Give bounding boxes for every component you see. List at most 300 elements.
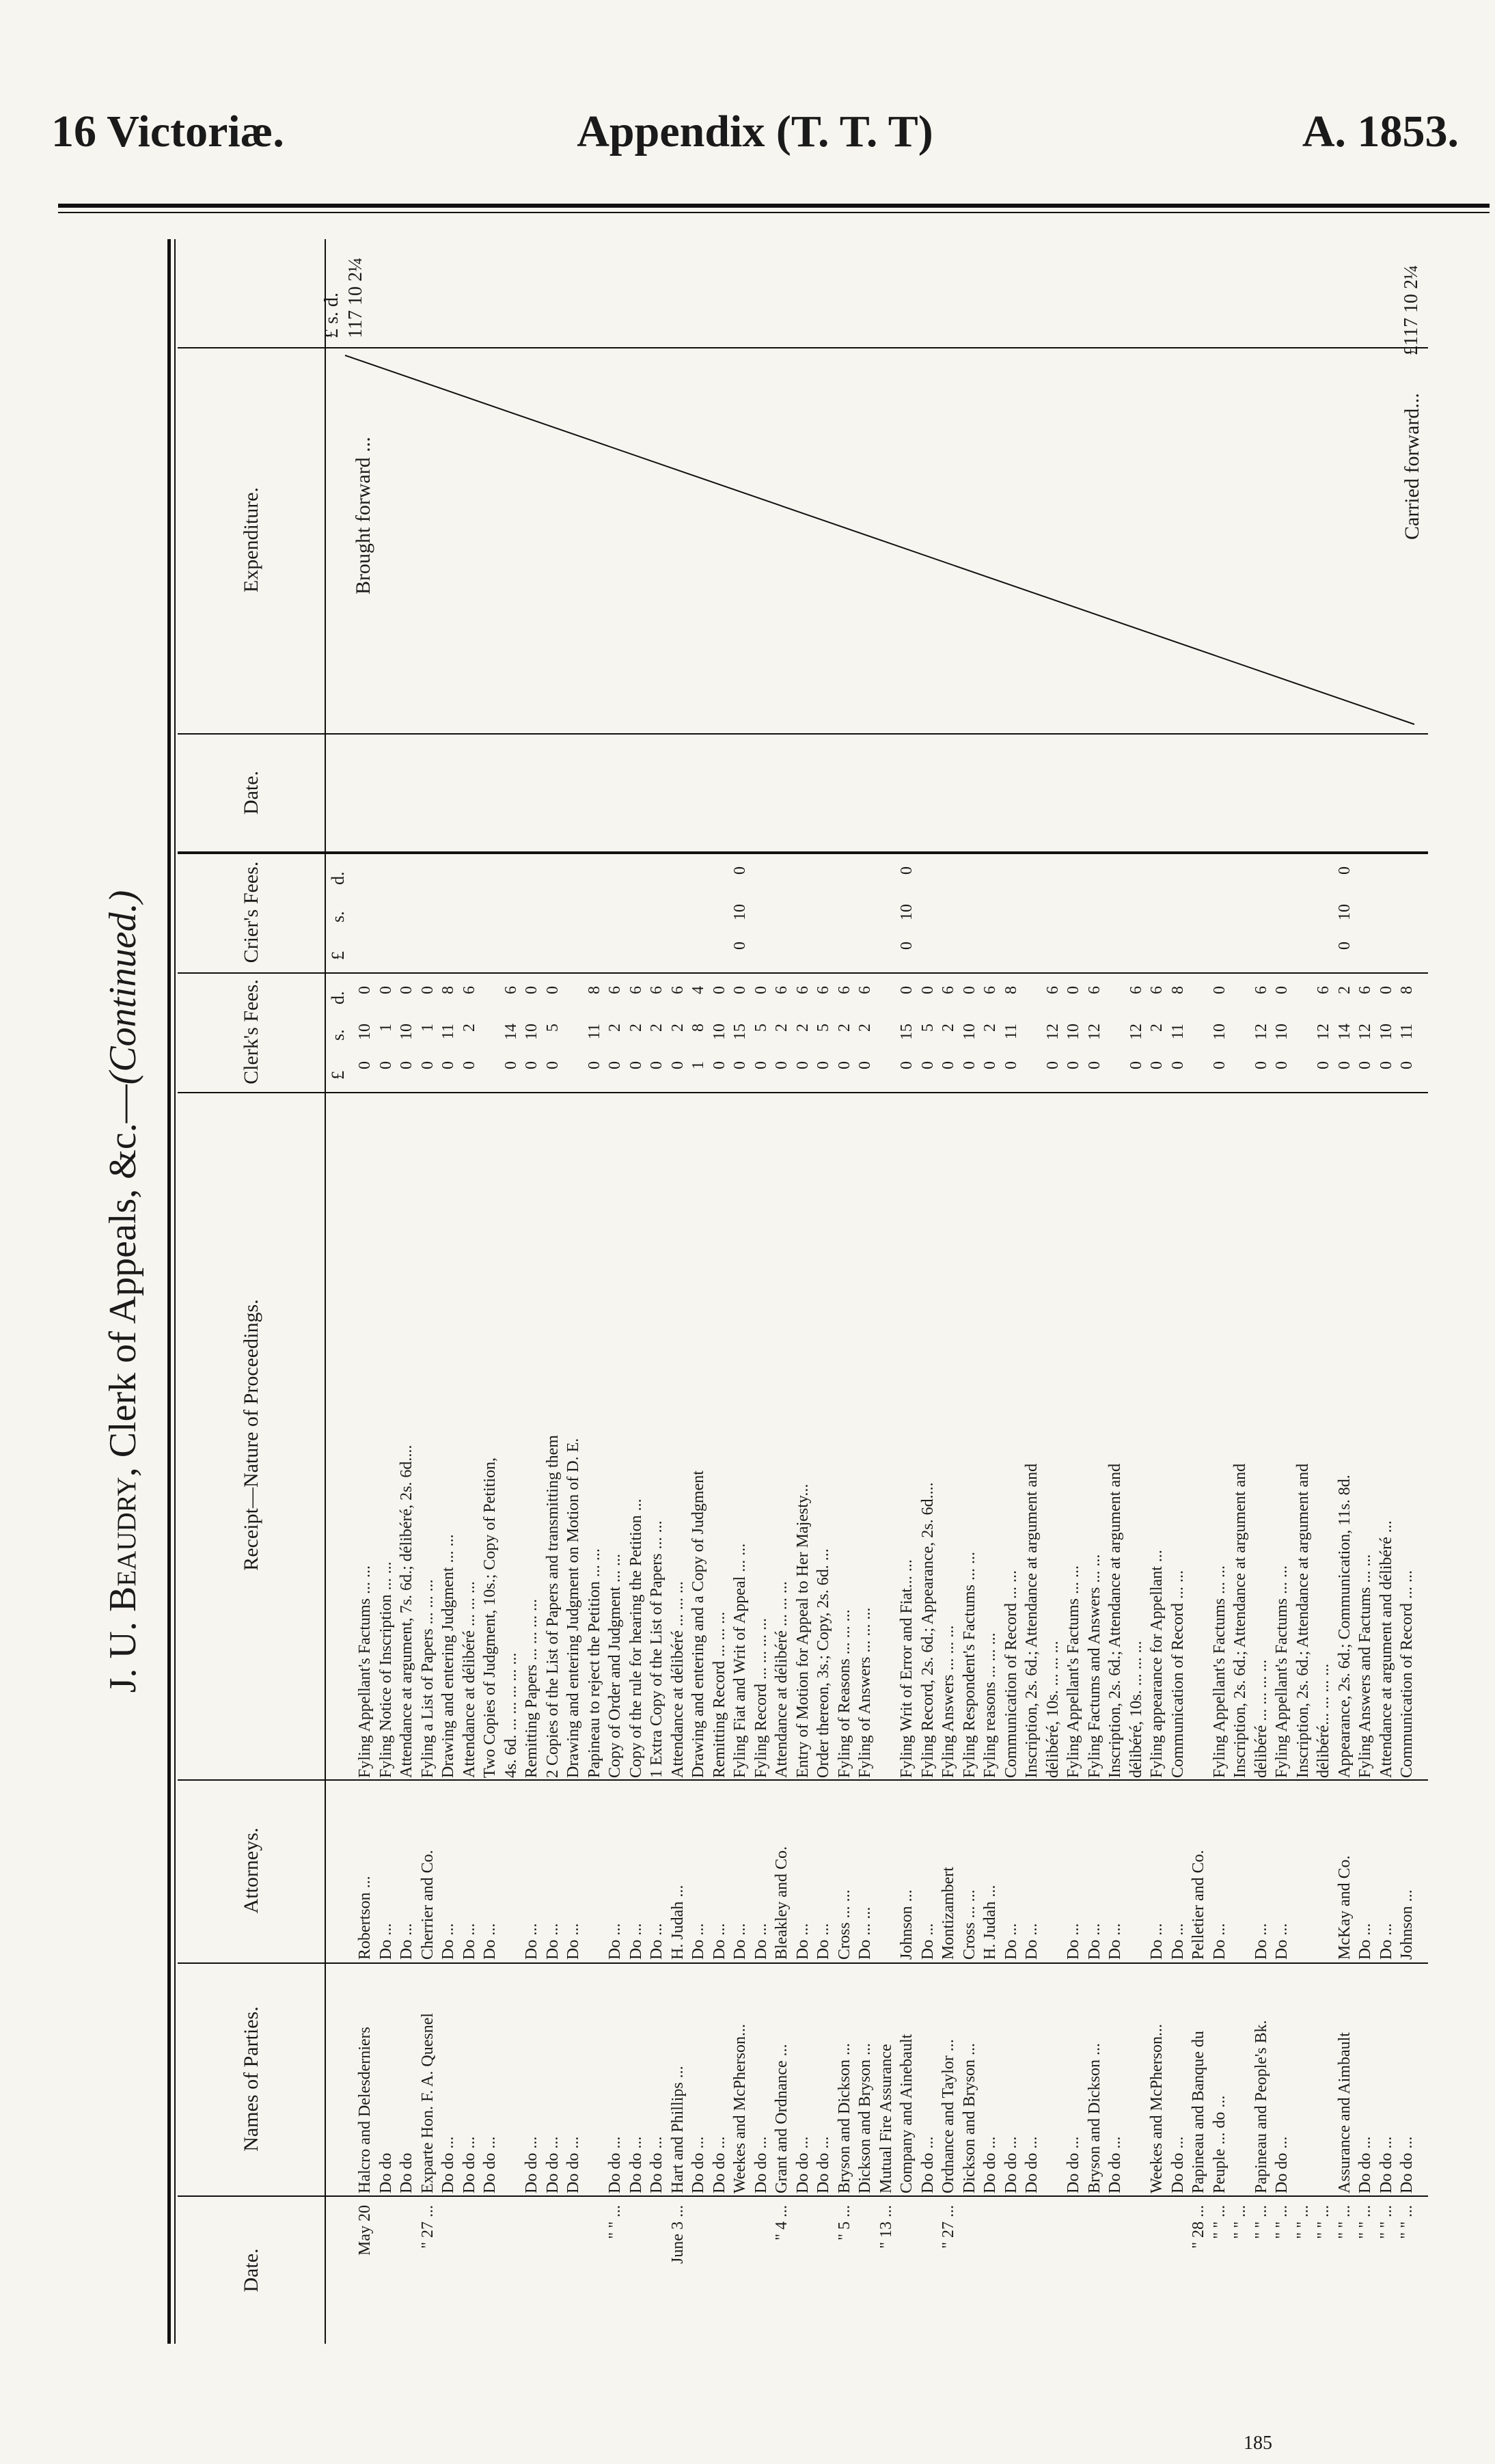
table-row <box>1252 239 1272 2344</box>
row-clerk-pounds: 0 <box>502 1061 520 1069</box>
row-clerk-shillings: 11 <box>1002 1024 1020 1040</box>
row-clerk-pounds: 0 <box>1356 1061 1374 1069</box>
row-clerk-pounds: 0 <box>1127 1061 1145 1069</box>
row-attorneys: Cross ... ... <box>835 1889 853 1960</box>
col-header-expenditure: Expenditure. <box>239 487 262 593</box>
row-clerk-pounds: 0 <box>814 1061 832 1069</box>
row-clerk-shillings: 2 <box>1148 1024 1166 1032</box>
row-receipt: délibéré ... ... ... ... <box>1252 1659 1270 1778</box>
row-parties: Do do ... <box>1002 2136 1020 2193</box>
row-clerk-pounds: 0 <box>835 1061 853 1069</box>
row-parties: Do do ... <box>1065 2136 1082 2193</box>
row-receipt: Fyling Appellant's Factums ... ... <box>1210 1565 1229 1778</box>
table-row <box>543 239 563 2344</box>
row-parties: Dickson and Bryson ... <box>856 2043 874 2193</box>
row-clerk-pounds: 0 <box>398 1061 415 1069</box>
row-clerk-shillings: 10 <box>1273 1024 1291 1040</box>
row-parties: Do do ... <box>543 2136 562 2193</box>
row-clerk-shillings: 10 <box>1210 1024 1229 1040</box>
row-clerk-shillings: 2 <box>773 1024 791 1032</box>
row-clerk-pounds: 0 <box>898 1061 916 1069</box>
row-clerk-pounds: 0 <box>1252 1061 1270 1069</box>
table-row <box>918 239 938 2344</box>
row-receipt: Order thereon, 3s.; Copy, 2s. 6d. ... <box>814 1548 832 1778</box>
row-receipt: Remitting Record ... ... ... <box>710 1611 728 1778</box>
row-clerk-pounds: 0 <box>543 1061 562 1069</box>
row-clerk-pounds: 0 <box>606 1061 624 1069</box>
title-continued: (Continued.) <box>102 890 144 1085</box>
row-crier-pence: 0 <box>1335 866 1354 875</box>
row-clerk-pounds: 0 <box>648 1061 666 1069</box>
row-attorneys: Do ... <box>1210 1923 1229 1960</box>
row-clerk-shillings: 11 <box>439 1024 457 1040</box>
crier-shilling-label: s. <box>328 911 348 922</box>
table-row <box>585 239 605 2344</box>
row-parties: Bryson and Dickson ... <box>1085 2043 1103 2193</box>
row-attorneys: Do ... <box>710 1923 728 1960</box>
row-clerk-pence: 0 <box>1065 986 1082 994</box>
row-date: " " ... <box>1210 2205 1229 2239</box>
table-row <box>752 239 771 2344</box>
row-parties: Do do ... <box>627 2136 645 2193</box>
row-clerk-pence: 0 <box>1273 986 1291 994</box>
row-receipt: Fyling Appellant's Factums ... ... <box>1065 1565 1082 1778</box>
header-session: 16 Victoriæ. <box>51 107 284 156</box>
row-clerk-pence: 8 <box>585 986 603 994</box>
table-row <box>564 239 584 2344</box>
col-header-receipt: Receipt—Nature of Proceedings. <box>239 1299 262 1571</box>
clerk-pound-label: £ <box>328 1071 348 1080</box>
row-clerk-shillings: 5 <box>752 1024 770 1032</box>
row-clerk-pence: 6 <box>981 986 999 994</box>
row-attorneys: Do ... <box>1356 1923 1374 1960</box>
row-clerk-pounds: 0 <box>1168 1061 1187 1069</box>
row-clerk-pence: 2 <box>1335 986 1354 994</box>
row-parties: Do do ... <box>606 2136 624 2193</box>
table-row <box>376 239 396 2344</box>
row-parties: Do do ... <box>564 2136 582 2193</box>
header-rule-thick <box>58 204 1490 208</box>
row-clerk-pounds: 0 <box>668 1061 687 1069</box>
row-date: " " ... <box>1252 2205 1270 2239</box>
row-clerk-pence: 6 <box>856 986 874 994</box>
title-name: Beaudry <box>102 1477 144 1612</box>
row-clerk-shillings: 2 <box>648 1024 666 1032</box>
row-receipt: Fyling Appellant's Factums ... ... <box>356 1565 374 1778</box>
row-attorneys: Montizambert <box>939 1867 957 1960</box>
clerk-shilling-label: s. <box>328 1029 348 1041</box>
row-parties: Do do ... <box>1168 2136 1187 2193</box>
row-receipt: Fyling Record, 2s. 6d.; Appearance, 2s. 6d.... <box>918 1482 937 1778</box>
table-row <box>439 239 458 2344</box>
row-receipt: 4s. 6d. ... ... ... ... ... <box>502 1652 520 1778</box>
row-clerk-pence: 6 <box>502 986 520 994</box>
table-row <box>897 239 917 2344</box>
row-parties: Bryson and Dickson ... <box>835 2043 853 2193</box>
row-attorneys: Do ... <box>689 1923 707 1960</box>
table-row <box>1231 239 1250 2344</box>
row-crier-shillings: 10 <box>731 904 749 920</box>
crier-pence-label: d. <box>328 871 348 885</box>
row-date: " " ... <box>1293 2205 1312 2239</box>
row-clerk-pounds: 0 <box>1335 1061 1354 1069</box>
row-date: " 13 ... <box>877 2205 895 2249</box>
row-attorneys: Do ... <box>1106 1923 1124 1960</box>
row-receipt: Fyling Notice of Inscription ... ... <box>376 1561 395 1778</box>
row-clerk-pounds: 0 <box>418 1061 437 1069</box>
page-number: 185 <box>1244 2433 1272 2454</box>
row-clerk-pence: 0 <box>898 986 916 994</box>
row-clerk-pence: 6 <box>460 986 478 994</box>
row-attorneys: Pelletier and Co. <box>1190 1850 1207 1960</box>
row-attorneys: Do ... <box>398 1923 415 1960</box>
row-receipt: Remitting Papers ... ... ... ... <box>523 1599 540 1778</box>
row-parties: Weekes and McPherson... <box>1148 2023 1166 2193</box>
row-parties: Dickson and Bryson ... <box>960 2043 978 2193</box>
table-row <box>793 239 813 2344</box>
row-attorneys: Do ... ... <box>856 1906 874 1960</box>
row-date: " " ... <box>606 2205 624 2239</box>
table-row <box>647 239 667 2344</box>
table-row <box>960 239 980 2344</box>
col-header-date: Date. <box>239 2248 262 2292</box>
row-clerk-pence: 8 <box>439 986 457 994</box>
row-clerk-pence: 6 <box>1148 986 1166 994</box>
table-row <box>1210 239 1230 2344</box>
row-clerk-shillings: 8 <box>689 1024 707 1032</box>
row-clerk-shillings: 12 <box>1085 1024 1103 1040</box>
row-receipt: Fyling Fiat and Writ of Appeal ... ... <box>731 1543 749 1778</box>
row-receipt: Inscription, 2s. 6d.; Attendance at argument and <box>1023 1463 1041 1778</box>
row-clerk-pence: 8 <box>1002 986 1020 994</box>
row-receipt: Fyling appearance for Appellant ... <box>1148 1550 1166 1778</box>
row-clerk-shillings: 2 <box>939 1024 957 1032</box>
row-parties: Do do ... <box>981 2136 999 2193</box>
row-crier-pounds: 0 <box>731 942 749 950</box>
row-attorneys: Do ... <box>731 1923 749 1960</box>
row-date: June 3 ... <box>668 2205 687 2264</box>
row-attorneys: Do ... <box>460 1923 478 1960</box>
row-clerk-pence: 6 <box>1085 986 1103 994</box>
row-attorneys: Bleakley and Co. <box>773 1846 791 1960</box>
row-clerk-pence: 6 <box>814 986 832 994</box>
row-date: " " ... <box>1398 2205 1416 2239</box>
row-parties: Company and Ainebault <box>898 2034 916 2193</box>
row-clerk-pence: 0 <box>418 986 437 994</box>
table-row <box>689 239 709 2344</box>
table-row <box>397 239 417 2344</box>
row-clerk-pence: 6 <box>1252 986 1270 994</box>
row-clerk-shillings: 10 <box>523 1024 540 1040</box>
row-attorneys: Do ... <box>564 1923 582 1960</box>
row-parties: Do do ... <box>523 2136 540 2193</box>
table-row <box>627 239 646 2344</box>
row-clerk-pounds: 0 <box>439 1061 457 1069</box>
row-clerk-shillings: 2 <box>856 1024 874 1032</box>
row-receipt: Fyling Answers and Factums ... ... <box>1356 1554 1374 1778</box>
row-clerk-pence: 0 <box>523 986 540 994</box>
row-clerk-pounds: 0 <box>1148 1061 1166 1069</box>
row-attorneys: Do ... <box>1065 1923 1082 1960</box>
table-row <box>1335 239 1355 2344</box>
row-clerk-pence: 0 <box>710 986 728 994</box>
row-receipt: Fyling Respondent's Factums ... ... <box>960 1552 978 1778</box>
row-parties: Halcro and Delesderniers <box>356 2027 374 2193</box>
row-clerk-shillings: 2 <box>668 1024 687 1032</box>
table-row <box>877 239 896 2344</box>
row-crier-pence: 0 <box>731 866 749 875</box>
col-header-crier: Crier's Fees. <box>239 861 262 963</box>
row-clerk-pounds: 0 <box>585 1061 603 1069</box>
row-crier-pounds: 0 <box>898 942 916 950</box>
table-row <box>1314 239 1334 2344</box>
table-row <box>1106 239 1125 2344</box>
row-parties: Grant and Ordnance ... <box>773 2044 791 2193</box>
table-row <box>1002 239 1021 2344</box>
row-clerk-pounds: 1 <box>689 1061 707 1069</box>
row-clerk-shillings: 2 <box>793 1024 812 1032</box>
table-row <box>522 239 542 2344</box>
clerk-pence-label: d. <box>328 991 348 1004</box>
table-row <box>939 239 959 2344</box>
row-clerk-pence: 6 <box>1043 986 1062 994</box>
row-clerk-pounds: 0 <box>793 1061 812 1069</box>
row-receipt: Attendance at argument and délibéré ... <box>1377 1520 1395 1778</box>
rotated-table <box>82 239 1449 2344</box>
row-parties: Exparte Hon. F. A. Quesnel <box>418 2012 437 2193</box>
row-parties: Do do ... <box>648 2136 666 2193</box>
row-parties: Do do <box>376 2152 395 2193</box>
table-row <box>1293 239 1313 2344</box>
row-attorneys: H. Judah ... <box>668 1885 687 1960</box>
row-date: " 27 ... <box>939 2205 957 2249</box>
row-attorneys: Do ... <box>1273 1923 1291 1960</box>
row-receipt: Fyling of Reasons ... ... ... <box>835 1609 853 1778</box>
row-parties: Do do ... <box>689 2136 707 2193</box>
row-date: " " ... <box>1377 2205 1395 2239</box>
table-row <box>710 239 730 2344</box>
table-row <box>1377 239 1397 2344</box>
row-attorneys: Do ... <box>523 1923 540 1960</box>
table-row <box>1022 239 1042 2344</box>
row-clerk-shillings: 2 <box>981 1024 999 1032</box>
row-attorneys: Do ... <box>648 1923 666 1960</box>
row-clerk-pounds: 0 <box>773 1061 791 1069</box>
row-receipt: délibéré, 10s. ... ... ... <box>1127 1641 1145 1778</box>
row-clerk-pounds: 0 <box>731 1061 749 1069</box>
table-row <box>1127 239 1147 2344</box>
row-clerk-pounds: 0 <box>1085 1061 1103 1069</box>
table-row <box>605 239 625 2344</box>
row-receipt: Fyling a List of Papers ... ... ... <box>418 1579 437 1778</box>
row-attorneys: Do ... <box>793 1923 812 1960</box>
row-clerk-shillings: 10 <box>1377 1024 1395 1040</box>
table-row <box>1147 239 1167 2344</box>
row-parties: Do do ... <box>814 2136 832 2193</box>
row-crier-shillings: 10 <box>1335 904 1354 920</box>
row-parties: Do do ... <box>710 2136 728 2193</box>
row-parties: Do do ... <box>460 2136 478 2193</box>
row-receipt: Two Copies of Judgment, 10s.; Copy of Petition, <box>481 1457 499 1778</box>
page-header <box>27 109 1483 184</box>
row-clerk-shillings: 12 <box>1252 1024 1270 1040</box>
row-receipt: Fyling Factums and Answers ... ... <box>1085 1554 1103 1778</box>
row-clerk-pence: 0 <box>376 986 395 994</box>
row-receipt: Copy of Order and Judgment ... ... <box>606 1554 624 1778</box>
row-receipt: Fyling Appellant's Factums ... ... <box>1273 1565 1291 1778</box>
header-rule-thin <box>58 212 1490 213</box>
row-attorneys: Cross ... ... <box>960 1889 978 1960</box>
row-date: May 20 <box>356 2205 374 2256</box>
row-clerk-pounds: 0 <box>752 1061 770 1069</box>
row-receipt: Fyling of Answers ... ... ... <box>856 1607 874 1778</box>
row-clerk-shillings: 11 <box>1168 1024 1187 1040</box>
row-clerk-pounds: 0 <box>460 1061 478 1069</box>
row-parties: Do do ... <box>1273 2136 1291 2193</box>
row-clerk-shillings: 1 <box>418 1024 437 1032</box>
row-attorneys: Do ... <box>627 1923 645 1960</box>
row-parties: Do do ... <box>439 2136 457 2193</box>
col-header-parties: Names of Parties. <box>239 2006 262 2152</box>
table-row <box>668 239 688 2344</box>
row-attorneys: Do ... <box>1148 1923 1166 1960</box>
row-clerk-shillings: 2 <box>835 1024 853 1032</box>
row-receipt: délibéré, 10s. ... ... ... <box>1043 1641 1062 1778</box>
row-clerk-shillings: 12 <box>1356 1024 1374 1040</box>
row-clerk-pence: 6 <box>835 986 853 994</box>
row-attorneys: H. Judah ... <box>981 1885 999 1960</box>
row-parties: Ordnance and Taylor ... <box>939 2039 957 2193</box>
row-receipt: 1 Extra Copy of the List of Papers ... ... <box>648 1520 666 1778</box>
row-clerk-pence: 0 <box>918 986 937 994</box>
col-header-attorneys: Attorneys. <box>239 1827 262 1914</box>
row-clerk-pounds: 0 <box>918 1061 937 1069</box>
row-receipt: Inscription, 2s. 6d.; Attendance at argument and <box>1106 1463 1124 1778</box>
table-row <box>480 239 500 2344</box>
row-parties: Do do ... <box>1023 2136 1041 2193</box>
row-crier-pence: 0 <box>898 866 916 875</box>
row-clerk-pence: 0 <box>398 986 415 994</box>
row-parties: Do do ... <box>1377 2136 1395 2193</box>
row-date: " 4 ... <box>773 2205 791 2241</box>
row-clerk-shillings: 10 <box>356 1024 374 1040</box>
row-clerk-pence: 6 <box>668 986 687 994</box>
row-clerk-pounds: 0 <box>627 1061 645 1069</box>
row-clerk-pence: 0 <box>1210 986 1229 994</box>
col-header-exp-date: Date. <box>239 770 262 815</box>
table-row <box>772 239 792 2344</box>
row-clerk-shillings: 11 <box>585 1024 603 1040</box>
row-receipt: Copy of the rule for hearing the Petition ... <box>627 1498 645 1778</box>
row-date: " 28 ... <box>1190 2205 1207 2249</box>
row-clerk-pence: 6 <box>627 986 645 994</box>
row-attorneys: Do ... <box>1023 1923 1041 1960</box>
row-clerk-pence: 0 <box>356 986 374 994</box>
row-clerk-pounds: 0 <box>856 1061 874 1069</box>
brought-forward-amount: 117 10 2¼ <box>345 258 366 338</box>
table-row <box>460 239 480 2344</box>
row-attorneys: Do ... <box>1168 1923 1187 1960</box>
crier-pound-label: £ <box>328 951 348 960</box>
table-row <box>835 239 855 2344</box>
row-receipt: Communication of Record ... ... <box>1398 1570 1416 1778</box>
row-attorneys: Do ... <box>543 1923 562 1960</box>
row-clerk-pence: 0 <box>1377 986 1395 994</box>
row-receipt: Attendance at délibéré ... ... ... <box>773 1581 791 1778</box>
header-appendix: Appendix (T. T. T) <box>577 107 933 156</box>
row-clerk-pounds: 0 <box>710 1061 728 1069</box>
row-clerk-pounds: 0 <box>523 1061 540 1069</box>
row-attorneys: Robertson ... <box>356 1876 374 1960</box>
row-clerk-pence: 6 <box>1356 986 1374 994</box>
row-parties: Do do ... <box>1106 2136 1124 2193</box>
row-attorneys: McKay and Co. <box>1335 1855 1354 1960</box>
row-clerk-shillings: 5 <box>918 1024 937 1032</box>
row-clerk-shillings: 10 <box>398 1024 415 1040</box>
row-attorneys: Do ... <box>1085 1923 1103 1960</box>
brought-forward-label: Brought forward ... <box>352 437 374 594</box>
row-clerk-pence: 6 <box>1315 986 1332 994</box>
row-clerk-pounds: 0 <box>1273 1061 1291 1069</box>
row-clerk-pounds: 0 <box>1315 1061 1332 1069</box>
row-attorneys: Do ... <box>439 1923 457 1960</box>
row-clerk-shillings: 11 <box>1398 1024 1416 1040</box>
row-clerk-shillings: 12 <box>1127 1024 1145 1040</box>
row-receipt: 2 Copies of the List of Papers and transmitting them <box>543 1435 562 1778</box>
table-row <box>502 239 521 2344</box>
row-crier-shillings: 10 <box>898 904 916 920</box>
table-row <box>355 239 375 2344</box>
row-parties: Hart and Phillips ... <box>668 2066 687 2193</box>
row-clerk-shillings: 5 <box>543 1024 562 1032</box>
row-parties: Papineau and People's Bk. <box>1252 2020 1270 2193</box>
row-attorneys: Do ... <box>814 1923 832 1960</box>
row-parties: Do do ... <box>1356 2136 1374 2193</box>
row-attorneys: Do ... <box>481 1923 499 1960</box>
row-receipt: Communication of Record ... ... <box>1002 1570 1020 1778</box>
row-clerk-pounds: 0 <box>939 1061 957 1069</box>
row-receipt: Attendance at délibéré ... ... ... <box>460 1581 478 1778</box>
row-clerk-shillings: 12 <box>1043 1024 1062 1040</box>
row-receipt: Papineau to reject the Petition ... ... <box>585 1548 603 1778</box>
row-clerk-pence: 6 <box>773 986 791 994</box>
row-attorneys: Johnson ... <box>1398 1889 1416 1960</box>
title-prefix: J. U. <box>102 1612 144 1693</box>
row-clerk-pence: 8 <box>1168 986 1187 994</box>
row-clerk-pounds: 0 <box>981 1061 999 1069</box>
table-row <box>1189 239 1209 2344</box>
table-row <box>1168 239 1188 2344</box>
row-attorneys: Do ... <box>1252 1923 1270 1960</box>
row-receipt: Attendance at délibéré ... ... ... <box>668 1581 687 1778</box>
row-attorneys: Do ... <box>376 1923 395 1960</box>
row-date: " 5 ... <box>835 2205 853 2241</box>
row-clerk-shillings: 2 <box>627 1024 645 1032</box>
row-attorneys: Cherrier and Co. <box>418 1850 437 1960</box>
row-parties: Do do ... <box>1398 2136 1416 2193</box>
row-date: " " ... <box>1356 2205 1374 2239</box>
row-receipt: Communication of Record ... ... <box>1168 1570 1187 1778</box>
row-receipt: Entry of Motion for Appeal to Her Majesty... <box>793 1483 812 1778</box>
row-receipt: Drawing and entering Judgment ... ... <box>439 1534 457 1778</box>
row-date: " " ... <box>1315 2205 1332 2239</box>
row-clerk-shillings: 10 <box>1065 1024 1082 1040</box>
row-clerk-pounds: 0 <box>1210 1061 1229 1069</box>
row-clerk-pounds: 0 <box>1065 1061 1082 1069</box>
row-parties: Do do ... <box>752 2136 770 2193</box>
table-row <box>1043 239 1063 2344</box>
table-row <box>730 239 750 2344</box>
